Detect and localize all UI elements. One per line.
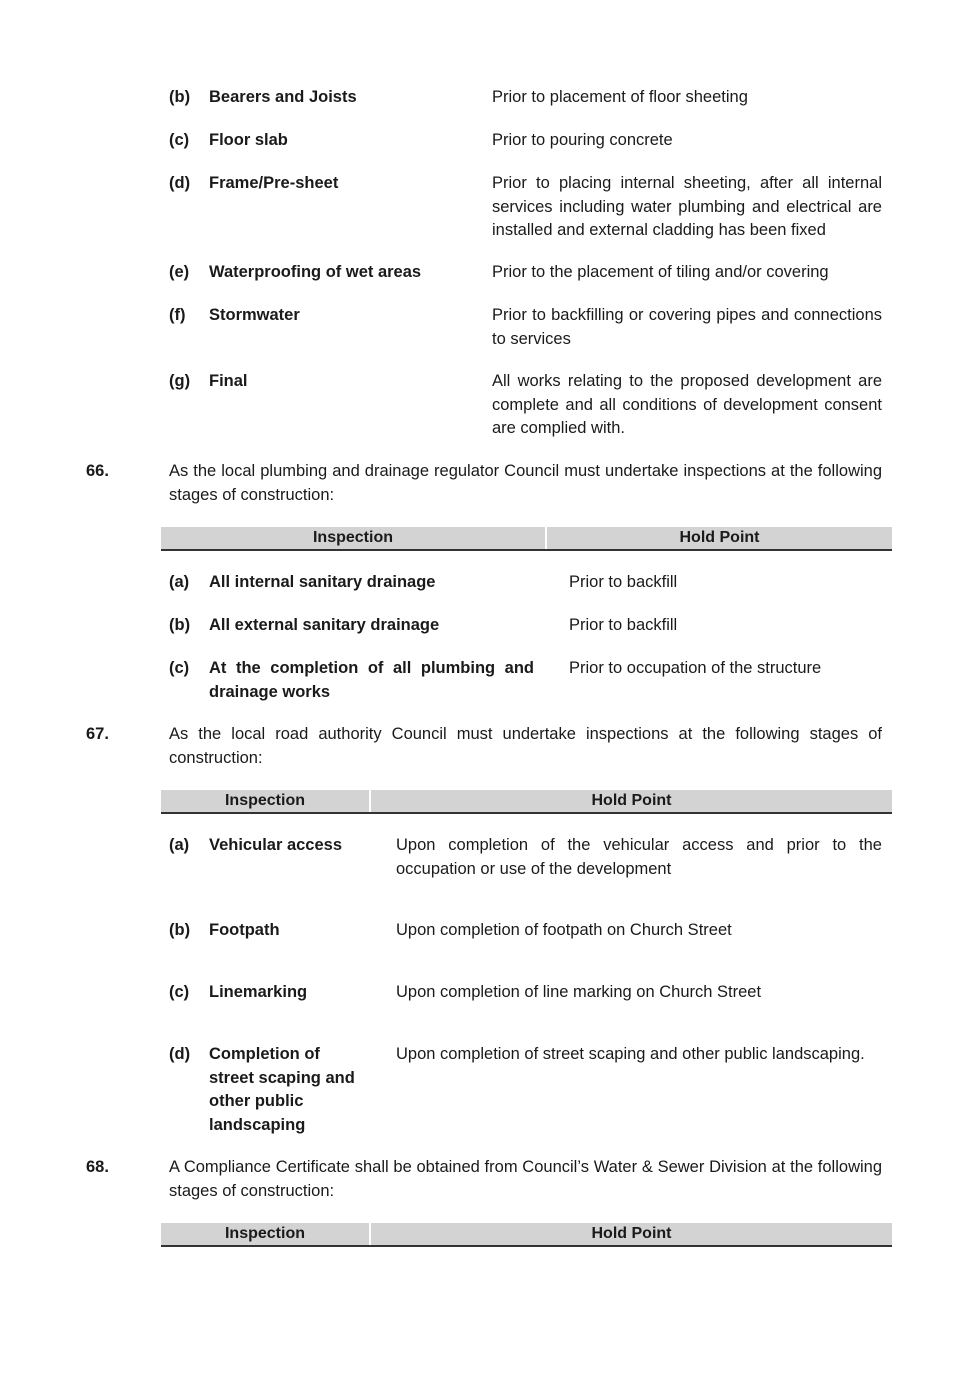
- row-letter: (a): [169, 836, 190, 854]
- clause-text: As the local plumbing and drainage regulator Council must undertake inspections at the following stages of construction:: [169, 462, 882, 504]
- row-hold-point: Prior to backfilling or covering pipes and connections to services: [492, 306, 882, 348]
- header-hold-point: Hold Point: [591, 792, 672, 809]
- row-label: Linemarking: [209, 983, 308, 1001]
- row-hold-point: Upon completion of street scaping and other public landscaping.: [396, 1045, 865, 1063]
- row-hold-point: Upon completion of footpath on Church Street: [396, 921, 732, 939]
- row-label: Final: [209, 372, 248, 390]
- row-hold-point: All works relating to the proposed development are complete and all conditions of development consent are complied with.: [492, 372, 882, 437]
- row-label: Completion of street scaping and other public landscaping: [209, 1045, 355, 1134]
- row-label: Bearers and Joists: [209, 88, 357, 106]
- clause-text: A Compliance Certificate shall be obtained from Council’s Water & Sewer Division at the following stages of construction:: [169, 1158, 882, 1200]
- row-label: Vehicular access: [209, 836, 343, 854]
- row-hold-point: Prior to the placement of tiling and/or covering: [492, 263, 829, 281]
- clause-text: As the local road authority Council must undertake inspections at the following stages of construction:: [169, 725, 882, 767]
- table-header: [161, 790, 892, 814]
- table-header: [161, 1223, 892, 1247]
- row-hold-point: Prior to backfill: [569, 573, 678, 591]
- row-letter: (d): [169, 174, 191, 192]
- header-inspection: Inspection: [224, 1225, 305, 1242]
- row-letter: (b): [169, 616, 191, 634]
- row-hold-point: Upon completion of the vehicular access and prior to the occupation or use of the development: [396, 836, 882, 878]
- row-letter: (c): [169, 659, 190, 677]
- clause-number: 66.: [86, 462, 109, 480]
- row-letter: (d): [169, 1045, 191, 1063]
- row-label: Frame/Pre-sheet: [209, 174, 339, 192]
- row-letter: (f): [169, 306, 186, 324]
- row-label: Footpath: [209, 921, 280, 939]
- row-letter: (a): [169, 573, 190, 591]
- header-hold-point: Hold Point: [591, 1225, 672, 1242]
- row-label: Waterproofing of wet areas: [209, 263, 422, 281]
- clause-number: 68.: [86, 1158, 109, 1176]
- row-hold-point: Prior to occupation of the structure: [569, 659, 822, 677]
- row-letter: (g): [169, 372, 191, 390]
- row-letter: (e): [169, 263, 190, 281]
- row-letter: (b): [169, 921, 191, 939]
- row-hold-point: Prior to placing internal sheeting, after all internal services including water plumbing and electrical are installed and external cladding has been fixed: [492, 174, 882, 239]
- header-inspection: Inspection: [224, 792, 305, 809]
- row-hold-point: Prior to placement of floor sheeting: [492, 88, 748, 106]
- row-letter: (b): [169, 88, 191, 106]
- row-label: Stormwater: [209, 306, 300, 324]
- row-label: All internal sanitary drainage: [209, 573, 436, 591]
- row-label: Floor slab: [209, 131, 288, 149]
- header-inspection: Inspection: [312, 529, 393, 546]
- clause-number: 67.: [86, 725, 109, 743]
- row-hold-point: Upon completion of line marking on Church Street: [396, 983, 762, 1001]
- row-hold-point: Prior to backfill: [569, 616, 678, 634]
- table-header: [161, 527, 892, 551]
- row-letter: (c): [169, 131, 190, 149]
- row-label: All external sanitary drainage: [209, 616, 440, 634]
- row-letter: (c): [169, 983, 190, 1001]
- row-hold-point: Prior to pouring concrete: [492, 131, 673, 149]
- row-label: At the completion of all plumbing and drainage works: [209, 659, 534, 701]
- header-hold-point: Hold Point: [679, 529, 760, 546]
